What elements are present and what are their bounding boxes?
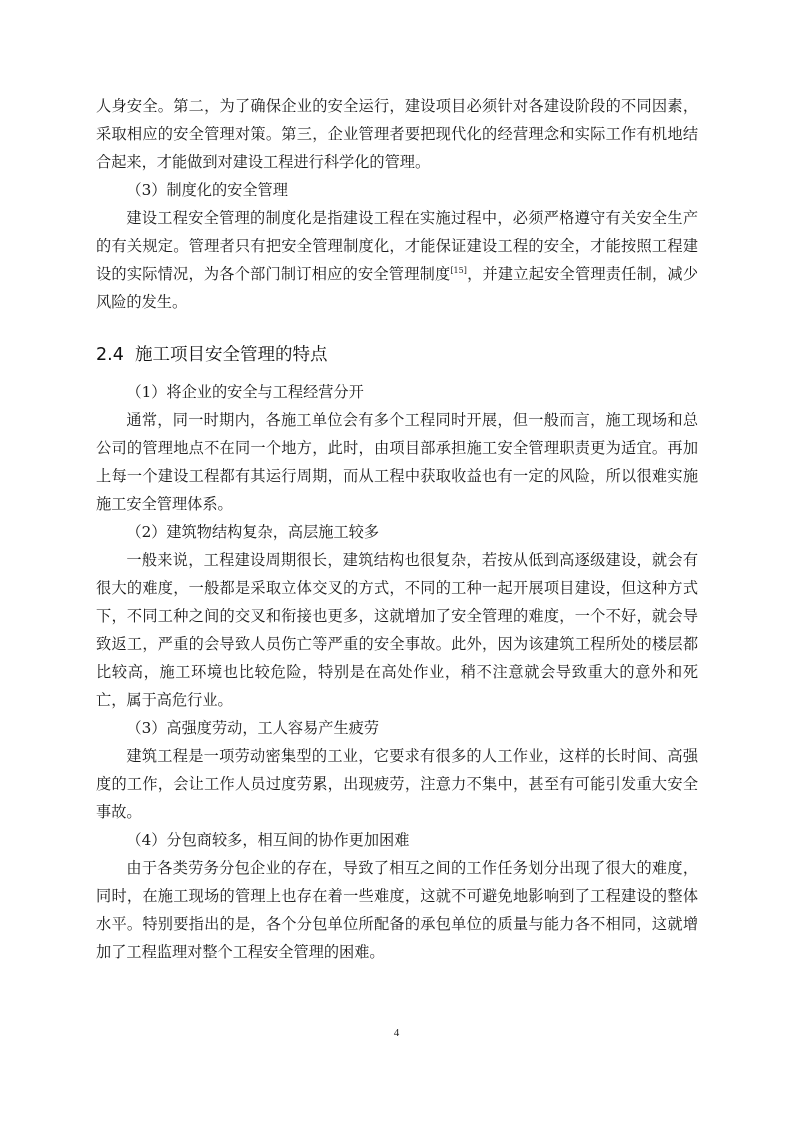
paragraph: 由于各类劳务分包企业的存在，导致了相互之间的工作任务划分出现了很大的难度，同时，在施工现场的管理上也存在着一些难度，这就不可避免地影响到了工程建设的整体水平。特别要指出的是，各个分包单位所配备的承包单位的质量与能力各不相同，这就增加了工程监理对整个工程安全管理的困难。 xyxy=(96,859,698,961)
list-item-heading: （3）高强度劳动，工人容易产生疲劳 xyxy=(126,719,380,737)
paragraph: 一般来说，工程建设周期很长，建筑结构也很复杂，若按从低到高逐级建设，就会有很大的难度，一般都是采取立体交叉的方式，不同的工种一起开展项目建设，但这种方式下，不同工种之间的交叉和衔接也更多，这就增加了安全管理的难度，一个不好，就会导致返工，严重的会导致人员伤亡等严重的安全事故。此外，因为该建筑工程所处的楼层都比较高，施工环境也比较危险，特别是在高处作业，稍不注意就会导致重大的意外和死亡，属于高危行业。 xyxy=(96,551,698,709)
page-content xyxy=(96,92,698,966)
paragraph-text: ，并建立起安全管理责任制，减少风险的发生。 xyxy=(96,265,699,311)
paragraph-continuation: 人身安全。第二，为了确保企业的安全运行，建设项目必须针对各建设阶段的不同因素，采取相应的安全管理对策。第三，企业管理者要把现代化的经营理念和实际工作有机地结合起来，才能做到对建设工程进行科学化的管理。 xyxy=(96,97,698,171)
list-item-heading: （1）将企业的安全与工程经营分开 xyxy=(126,383,364,401)
paragraph-text: 建设工程安全管理的制度化是指建设工程在实施过程中，必须严格遵守有关安全生产的有关规定。管理者只有把安全管理制度化，才能保证建设工程的安全，才能按照工程建设的实际情况，为各个部门制订相应的安全管理制度 xyxy=(96,209,698,283)
citation-reference[interactable]: [15] xyxy=(450,266,467,275)
section-heading: 2.4 施工项目安全管理的特点 xyxy=(96,345,328,365)
paragraph: 通常，同一时期内，各施工单位会有多个工程同时开展，但一般而言，施工现场和总公司的管理地点不在同一个地方，此时，由项目部承担施工安全管理职责更为适宜。再加上每一个建设工程都有其运行周期，而从工程中获取收益也有一定的风险，所以很难实施施工安全管理体系。 xyxy=(96,411,698,513)
list-item-heading: （4）分包商较多，相互间的协作更加困难 xyxy=(126,831,410,849)
list-item-heading: （3）制度化的安全管理 xyxy=(126,181,288,199)
list-item-heading: （2）建筑物结构复杂，高层施工较多 xyxy=(126,523,380,541)
paragraph: 建筑工程是一项劳动密集型的工业，它要求有很多的人工作业，这样的长时间、高强度的工作，会让工作人员过度劳累，出现疲劳，注意力不集中，甚至有可能引发重大安全事故。 xyxy=(96,747,698,821)
paragraph xyxy=(96,204,698,316)
page-number: 4 xyxy=(393,1027,400,1039)
